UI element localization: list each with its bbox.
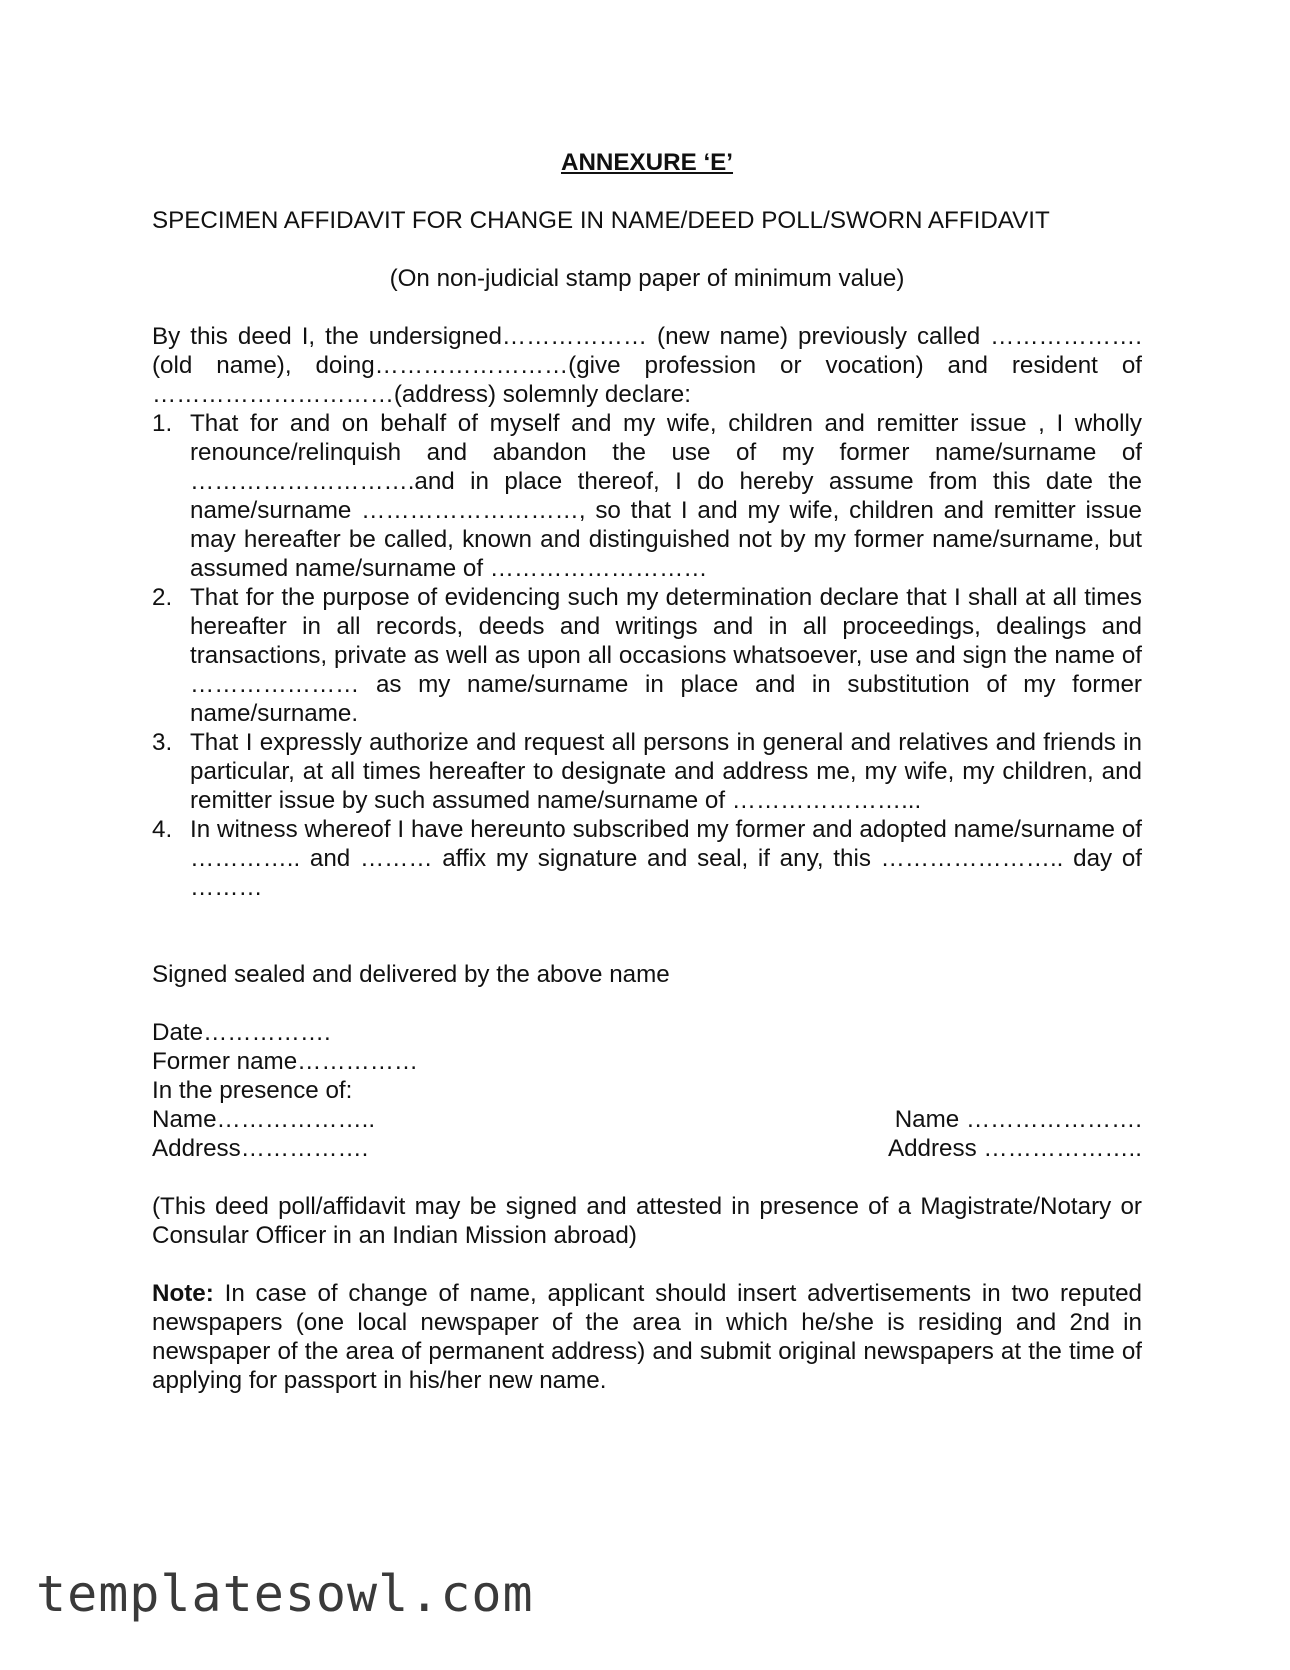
- clause-number: 4.: [152, 816, 173, 843]
- presence-line: In the presence of:: [152, 1077, 353, 1104]
- signed-line: Signed sealed and delivered by the above name: [152, 961, 670, 988]
- clause-item: [152, 815, 1142, 902]
- spacer: [152, 1250, 1142, 1279]
- document-subtitle: SPECIMEN AFFIDAVIT FOR CHANGE IN NAME/DEED POLL/SWORN AFFIDAVIT: [152, 207, 1050, 234]
- affidavit-page: [152, 148, 1142, 1395]
- clause-number: 2.: [152, 584, 173, 611]
- newspaper-note: [152, 1279, 1142, 1395]
- spacer: [152, 989, 1142, 1018]
- witness-left-address: Address…………….: [152, 1135, 369, 1162]
- witness-right-address: Address ………………..: [887, 1135, 1142, 1162]
- stamp-paper-note: (On non-judicial stamp paper of minimum value): [389, 265, 905, 292]
- clause-text: That I expressly authorize and request all persons in general and relatives and friends in particular, at all times hereafter to designate and address me, my wife, my children, and remitter issue by such assumed name/surname of …………………...: [190, 729, 1142, 814]
- witness-left: [152, 1105, 375, 1163]
- spacer: [152, 1163, 1142, 1192]
- date-line: Date…………….: [152, 1019, 331, 1046]
- clause-text: In witness whereof I have hereunto subscribed my former and adopted name/surname of ………….. and ……… affix my signature and seal, if any, this ………………….. day of ………: [190, 816, 1142, 901]
- intro-paragraph: By this deed I, the undersigned……………… (new name) previously called ………………. (old name), doing……………………(give profession or vocation) and resident of …………………………(address) solemnly declare:: [152, 323, 1142, 408]
- annexure-heading: ANNEXURE ‘E’: [560, 149, 734, 176]
- clause-item: [152, 583, 1142, 728]
- spacer: [152, 902, 1142, 960]
- watermark-logo: templatesowl.com: [36, 1565, 534, 1623]
- clause-text: That for the purpose of evidencing such my determination declare that I shall at all times hereafter in all records, deeds and writings and in all proceedings, dealings and transactions, private as well as upon all occasions whatsoever, use and sign the name of ………………… as my name/surname in place and in substitution of my former name/surname.: [190, 584, 1142, 727]
- clause-number: 1.: [152, 410, 173, 437]
- witness-right: [888, 1105, 1142, 1163]
- clause-item: [152, 728, 1142, 815]
- note-label: Note:: [152, 1280, 214, 1307]
- witness-right-name: Name ………………….: [894, 1106, 1142, 1133]
- clause-number: 3.: [152, 729, 173, 756]
- clause-list: [152, 409, 1142, 902]
- former-name-line: Former name……………: [152, 1048, 419, 1075]
- witness-block: [152, 1105, 1142, 1163]
- note-text: In case of change of name, applicant should insert advertisements in two reputed newspapers (one local newspaper of the area in which he/she is residing and 2nd in newspaper of the area of permanent address) and submit original newspapers at the time of applying for passport in his/her new name.: [152, 1280, 1142, 1394]
- witness-left-name: Name………………..: [152, 1106, 376, 1133]
- clause-item: [152, 409, 1142, 583]
- clause-text: That for and on behalf of myself and my wife, children and remitter issue , I wholly renounce/relinquish and abandon the use of my former name/surname of ……………………….and in place thereof, I do hereby assume from this date the name/surname ………………………, so that I and my wife, children and remitter issue may hereafter be called, known and distinguished not by my former name/surname, but assumed name/surname of ………………………: [190, 410, 1142, 582]
- attestation-note: (This deed poll/affidavit may be signed and attested in presence of a Magistrate/Notary or Consular Officer in an Indian Mission abroad): [152, 1193, 1142, 1249]
